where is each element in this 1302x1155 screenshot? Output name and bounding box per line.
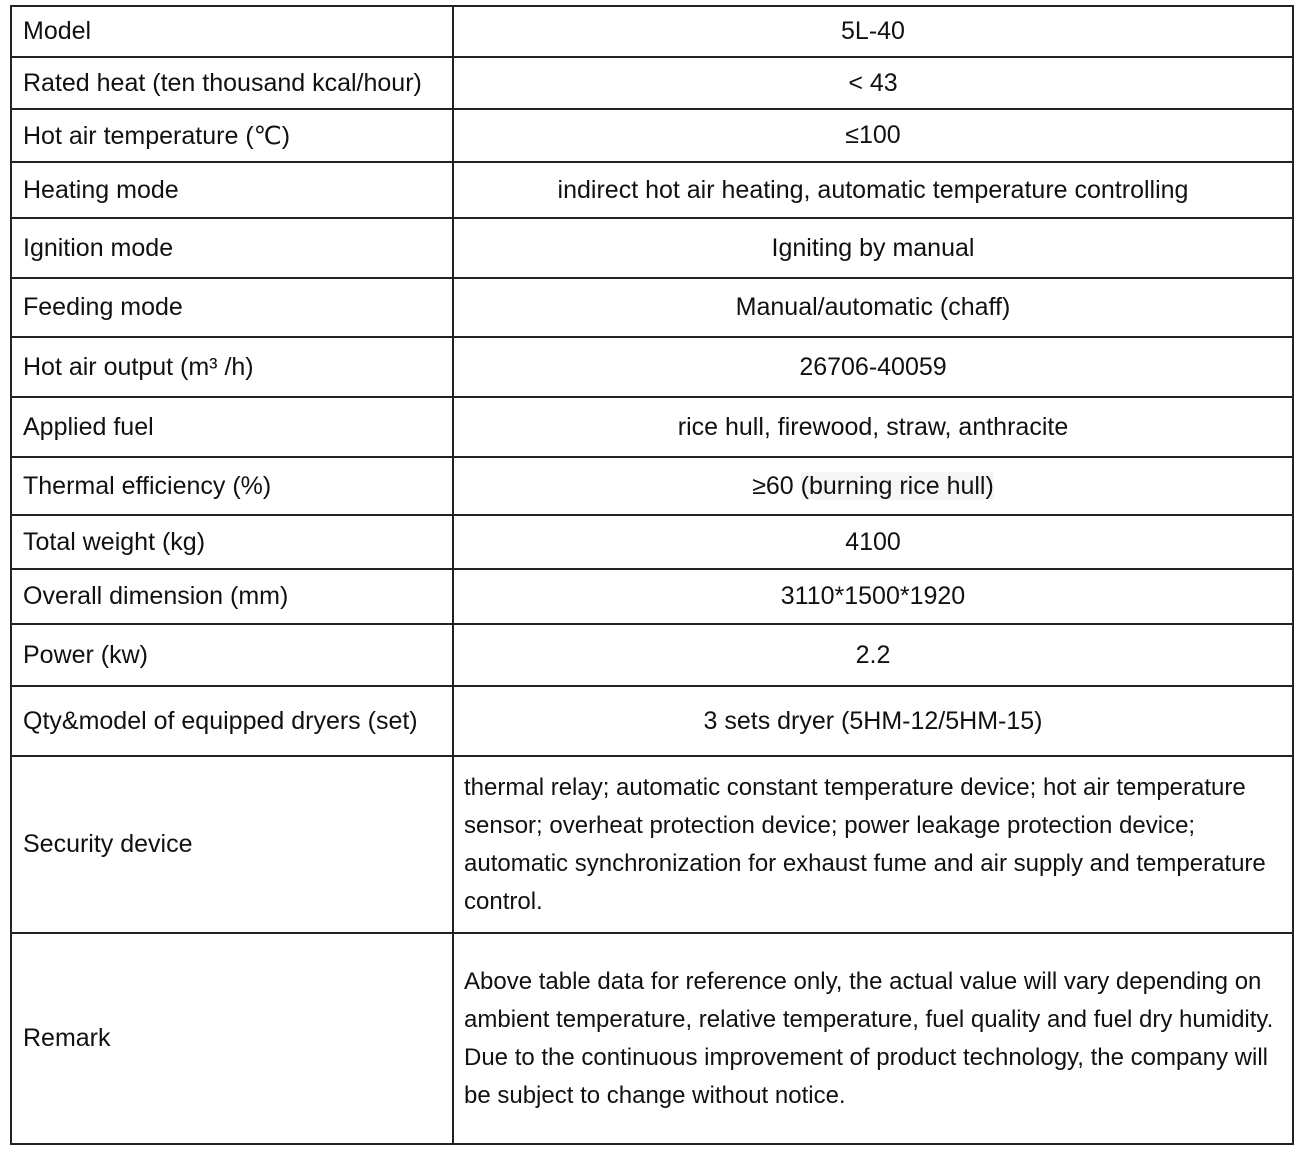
spec-label: Overall dimension (mm) [11,569,453,624]
row-model [11,6,1293,57]
row-rated-heat [11,57,1293,109]
spec-value: rice hull, firewood, straw, anthracite [453,397,1293,457]
spec-value: 2.2 [453,624,1293,686]
spec-value: thermal relay; automatic constant temperature device; hot air temperature sensor; overheat protection device; power leakage protection device; automatic synchronization for exhaust fume and air supply and temperature control. [453,756,1293,933]
spec-value: 4100 [453,515,1293,569]
spec-label: Model [11,6,453,57]
row-hot-air-temperature [11,109,1293,162]
spec-value [453,457,1293,515]
row-heating-mode [11,162,1293,218]
spec-label: Ignition mode [11,218,453,278]
spec-label: Rated heat (ten thousand kcal/hour) [11,57,453,109]
spec-value: ≤100 [453,109,1293,162]
spec-value-text: ≥60 [752,471,801,500]
spec-value: 5L-40 [453,6,1293,57]
spec-label: Remark [11,933,453,1144]
spec-value: Above table data for reference only, the actual value will vary depending on ambient temperature, relative temperature, fuel quality and fuel dry humidity. Due to the continuous improvement of product technology, the company will be subject to change without notice. [453,933,1293,1144]
spec-label: Hot air temperature (℃) [11,109,453,162]
spec-value: < 43 [453,57,1293,109]
row-hot-air-output [11,337,1293,397]
spec-value: 26706-40059 [453,337,1293,397]
spec-label: Qty&model of equipped dryers (set) [11,686,453,756]
spec-label: Thermal efficiency (%) [11,457,453,515]
row-overall-dimension [11,569,1293,624]
row-remark [11,933,1293,1144]
spec-value: 3110*1500*1920 [453,569,1293,624]
spec-value: Manual/automatic (chaff) [453,278,1293,337]
row-equipped-dryers [11,686,1293,756]
spec-label: Hot air output (m³ /h) [11,337,453,397]
spec-table [10,5,1294,1145]
spec-value-highlighted-text: (burning rice hull) [800,471,994,500]
spec-label: Feeding mode [11,278,453,337]
row-applied-fuel [11,397,1293,457]
spec-value: 3 sets dryer (5HM-12/5HM-15) [453,686,1293,756]
spec-label: Power (kw) [11,624,453,686]
spec-label: Total weight (kg) [11,515,453,569]
spec-label: Security device [11,756,453,933]
spec-label: Applied fuel [11,397,453,457]
row-thermal-efficiency [11,457,1293,515]
spec-value: Igniting by manual [453,218,1293,278]
spec-value: indirect hot air heating, automatic temperature controlling [453,162,1293,218]
row-total-weight [11,515,1293,569]
spec-label: Heating mode [11,162,453,218]
row-security-device [11,756,1293,933]
row-feeding-mode [11,278,1293,337]
row-ignition-mode [11,218,1293,278]
row-power [11,624,1293,686]
